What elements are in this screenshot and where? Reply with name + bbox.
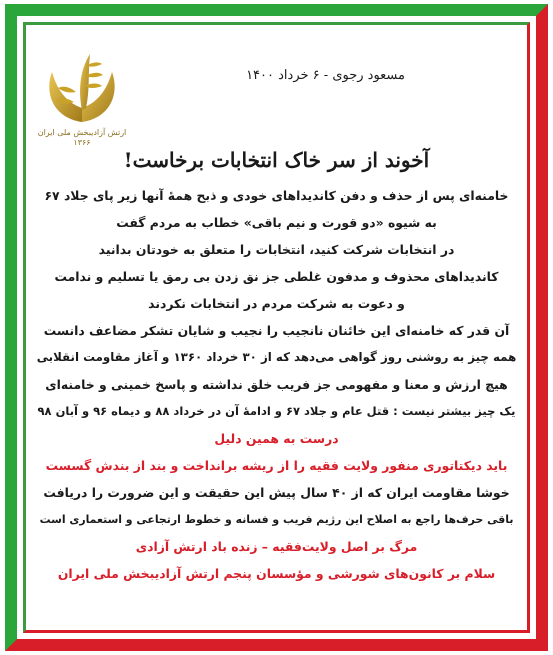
statement-line: به شیوه «دو قورت و نیم باقی» خطاب به مردم گفت [116,215,437,230]
nla-logo [36,46,128,146]
author-date: مسعود رجوی - ۶ خرداد ۱۴۰۰ [246,68,405,83]
statement-line: خوشا مقاومت ایران که از ۴۰ سال پیش این حقیقت و این ضرورت را دریافت [43,485,510,500]
statement-line: در انتخابات شرکت کنید، انتخابات را متعلق به خودتان بدانید [98,242,455,257]
statement-line: خامنه‌ای پس از حذف و دفن کاندیداهای خودی و ذبح همهٔ آنها زیر پای جلاد ۶۷ [44,188,509,203]
logo-caption: ارتش آزادیبخش ملی ایران [37,128,127,137]
statement-card [30,30,523,625]
statement-line: آن قدر که خامنه‌ای این خائنان نانجیب را نجیب و شایان تشکر مضاعف دانست [43,323,510,338]
wreath-icon [36,46,128,128]
statement-line: یک چیز بیشتر نیست : قتل عام و جلاد ۶۷ و ادامهٔ آن در خرداد ۸۸ و دیماه ۹۶ و آبان ۹۸ [37,404,516,418]
statement-line: سلام بر کانون‌های شورشی و مؤسسان پنجم ارتش آزادیبخش ملی ایران [57,566,496,581]
statement-line: و دعوت به شرکت مردم در انتخابات نکردند [148,296,405,311]
statement-line: کاندیداهای محذوف و مدفون غلطی جز نق زدن بی رمق یا تسلیم و ندامت [54,269,499,284]
statement-line: مرگ بر اصل ولایت‌فقیه – زنده باد ارتش آزادی [135,539,418,554]
logo-year: ۱۳۶۶ [73,138,91,147]
statement-body [34,182,519,587]
statement-line: باید دیکتاتوری منفور ولایت فقیه را از ریشه برانداخت و بند از بندش گسست [45,458,508,473]
statement-line: همه چیز به روشنی روز گواهی می‌دهد که از ۳۰ خرداد ۱۳۶۰ و آغاز مقاومت انقلابی [36,350,517,364]
headline: آخوند از سر خاک انتخابات برخاست! [123,148,430,172]
statement-line: باقی حرف‌ها راجع به اصلاح این رژیم فریب و فسانه و خطوط ارتجاعی و استعماری است [39,513,514,526]
statement-line: درست به همین دلیل [214,431,339,446]
statement-line: هیچ ارزش و معنا و مفهومی جز فریب خلق نداشته و پاسخ خمینی و خامنه‌ای [45,377,508,392]
